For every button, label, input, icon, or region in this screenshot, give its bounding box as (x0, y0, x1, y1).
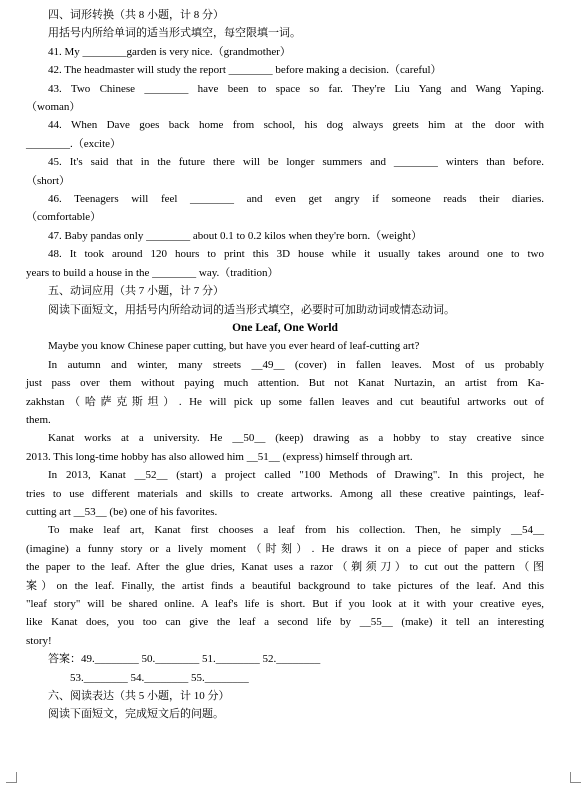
text-line: tries to use different materials and skills to create artworks. Among all these creative paintings, leaf- (26, 487, 544, 500)
text-line: 43. Two Chinese ________ have been to space so far. They're Liu Yang and Wang Yaping. (48, 82, 544, 95)
text-line: 46. Teenagers will feel ________ and even get angry if someone reads their diaries. (48, 193, 544, 206)
text-line: 五、动词应用（共 7 小题，计 7 分） (48, 285, 224, 298)
text-line: 48. It took around 120 hours to print this 3D house while it usually takes around one to two (48, 248, 544, 261)
text-line: 六、阅读表达（共 5 小题，计 10 分） (48, 690, 230, 703)
text-line: them. (26, 413, 51, 426)
text-line: ________.（excite） (26, 137, 122, 150)
text-line: 47. Baby pandas only ________ about 0.1 to 0.2 kilos when they're born.（weight） (48, 229, 423, 242)
text-line: 用括号内所给单词的适当形式填空，每空限填一词。 (48, 27, 301, 40)
text-line: Kanat works at a university. He __50__ (keep) drawing as a hobby to stay creative since (48, 432, 544, 445)
text-line: just pass over them without paying much attention. But not Kanat Nurtazin, an artist from Ka- (26, 377, 544, 390)
text-line: Maybe you know Chinese paper cutting, but have you ever heard of leaf-cutting art? (48, 340, 420, 353)
text-line: story! (26, 634, 52, 647)
text-line: One Leaf, One World (232, 321, 338, 334)
page-corner-mark-left (6, 772, 17, 783)
document-page (26, 6, 544, 724)
text-line: 45. It's said that in the future there will be longer summers and ________ winters than before. (48, 156, 544, 169)
page-corner-mark-right (570, 772, 581, 783)
text-line: （comfortable） (26, 211, 102, 224)
text-line: 53.________ 54.________ 55.________ (70, 671, 249, 684)
text-line: 案）on the leaf. Finally, the artist finds a beautiful background to take pictures of the leaf. And this (26, 579, 544, 592)
text-line: "leaf story" will be shared online. A leaf's life is short. But if you look at it with your creative eyes, (26, 598, 544, 610)
text-line: (imagine) a funny story or a lively moment（时刻）. He draws it on a piece of paper and sticks (26, 542, 544, 555)
text-line: 41. My ________garden is very nice.（grandmother） (48, 45, 291, 58)
text-line: like Kanat does, you too can give the leaf a second life by __55__ (make) it tell an interesting (26, 616, 544, 629)
text-line: 阅读下面短文，完成短文后的问题。 (48, 708, 224, 721)
text-line: 答案：49.________ 50.________ 51.________ 52.________ (48, 653, 321, 666)
text-line: years to build a house in the ________ way.（tradition） (26, 266, 279, 279)
text-line: cutting art __53__ (be) one of his favorites. (26, 505, 218, 518)
text-line: To make leaf art, Kanat first chooses a leaf from his collection. Then, he simply __54__ (48, 524, 544, 537)
text-line: zakhstan（哈萨克斯坦）. He will pick up some fallen leaves and cut beautiful artworks out of (26, 395, 544, 408)
text-line: （short） (26, 174, 70, 187)
text-line: 44. When Dave goes back home from school, his dog always greets him at the door with (48, 119, 544, 132)
text-line: （woman） (26, 101, 81, 114)
text-line: 四、词形转换（共 8 小题，计 8 分） (48, 9, 224, 21)
text-line: the paper to the leaf. After the glue dries, Kanat uses a razor（剃须刀）to cut out the pattern（图 (26, 561, 544, 574)
text-line: 42. The headmaster will study the report ________ before making a decision.（careful） (48, 64, 442, 77)
text-line: 2013. This long-time hobby has also allowed him __51__ (express) himself through art. (26, 450, 413, 463)
text-line: 阅读下面短文，用括号内所给动词的适当形式填空，必要时可加助动词或情态动词。 (48, 303, 455, 316)
text-line: In autumn and winter, many streets __49__ (cover) in fallen leaves. Most of us probably (48, 358, 544, 371)
text-line: In 2013, Kanat __52__ (start) a project called "100 Methods of Drawing". In this project, he (48, 469, 544, 482)
